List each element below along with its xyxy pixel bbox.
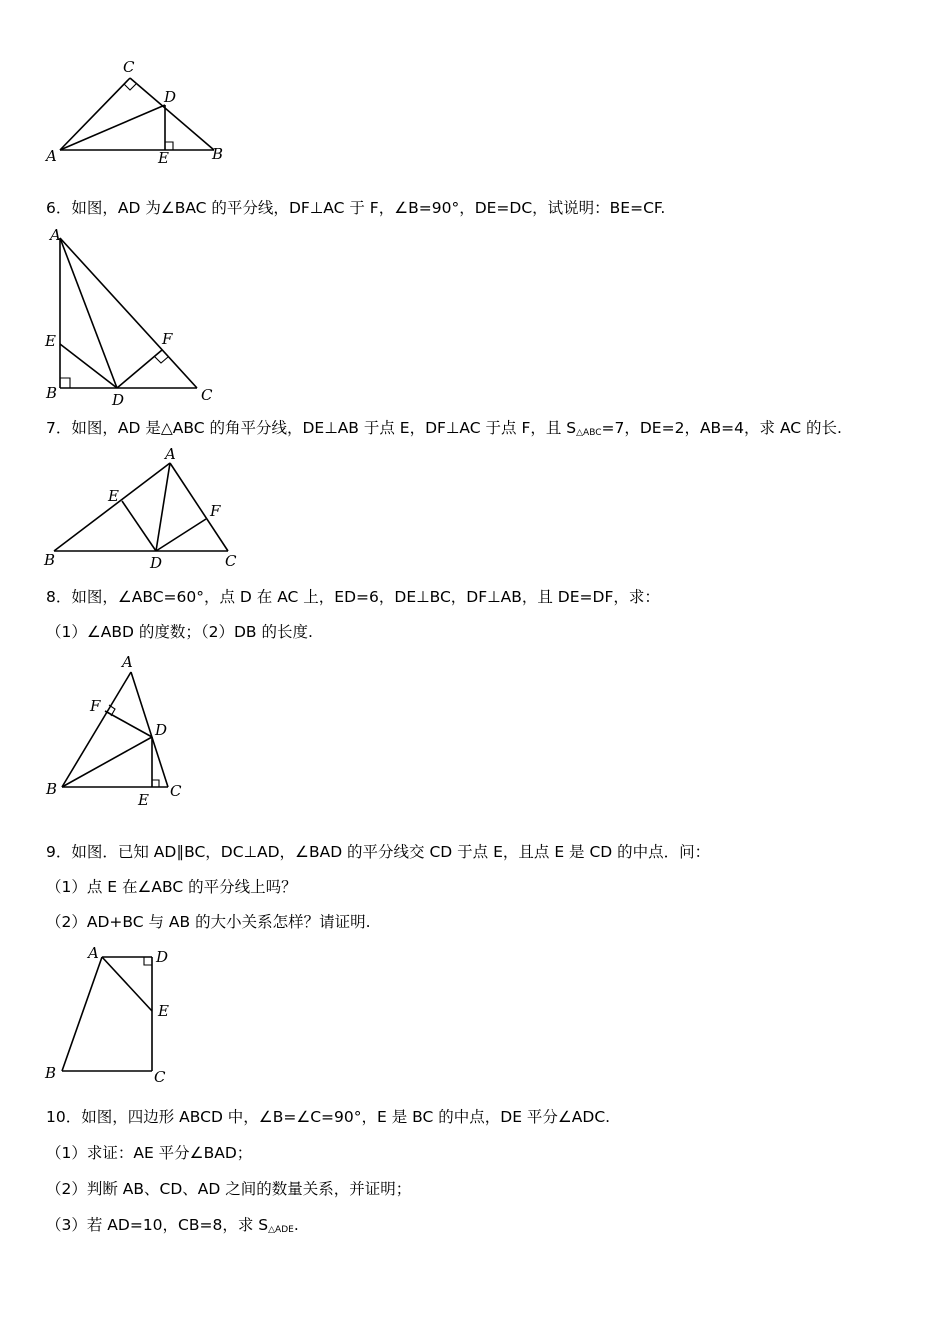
label-f: F xyxy=(162,330,173,348)
q7-text-main: 7．如图，AD 是△ABC 的角平分线，DE⊥AB 于点 E，DF⊥AC 于点 F，且 S xyxy=(46,419,577,437)
label-c: C xyxy=(201,386,213,404)
label-b: B xyxy=(46,384,58,402)
label-d: D xyxy=(164,88,177,106)
q10-subscript: △ADE xyxy=(268,1225,294,1235)
q10-sub3-main: （3）若 AD=10，CB=8，求 S xyxy=(46,1216,269,1234)
label-b: B xyxy=(212,145,224,163)
label-c: C xyxy=(170,782,182,800)
label-b: B xyxy=(45,1064,57,1082)
label-b: B xyxy=(46,780,58,798)
q10-sub3-end: . xyxy=(293,1216,299,1234)
label-a: A xyxy=(122,653,133,671)
label-d: D xyxy=(150,554,163,572)
label-e: E xyxy=(158,1002,169,1020)
label-a: A xyxy=(46,147,57,165)
label-d: D xyxy=(155,721,168,739)
label-c: C xyxy=(154,1068,166,1086)
label-d: D xyxy=(112,391,125,409)
label-a: A xyxy=(50,226,61,244)
figure-7 xyxy=(40,444,250,572)
figure-5 xyxy=(40,58,240,173)
q10-text: 10．如图，四边形 ABCD 中，∠B=∠C=90°，E 是 BC 的中点，DE 平分∠ADC. xyxy=(46,1108,611,1126)
q9-sub2: （2）AD+BC 与 AB 的大小关系怎样？请证明. xyxy=(46,913,371,931)
figure-6 xyxy=(40,226,230,409)
q7-text-end: =7，DE=2，AB=4，求 AC 的长. xyxy=(601,419,842,437)
label-f: F xyxy=(90,697,101,715)
q10-sub1: （1）求证：AE 平分∠BAD； xyxy=(46,1144,253,1162)
label-e: E xyxy=(138,791,149,809)
label-a: A xyxy=(165,445,176,463)
label-c: C xyxy=(123,58,135,76)
figure-8 xyxy=(40,650,200,810)
label-e: E xyxy=(158,149,169,167)
q6-text: 6．如图，AD 为∠BAC 的平分线，DF⊥AC 于 F，∠B=90°，DE=DC，试说明：BE=CF. xyxy=(46,199,666,217)
label-f: F xyxy=(210,502,221,520)
label-a: A xyxy=(88,944,99,962)
label-b: B xyxy=(44,551,56,569)
figure-9 xyxy=(40,940,190,1088)
label-d: D xyxy=(156,948,169,966)
label-c: C xyxy=(225,552,237,570)
q7-text xyxy=(46,418,842,443)
label-e: E xyxy=(108,487,119,505)
q8-text: 8．如图，∠ABC=60°，点 D 在 AC 上，ED=6，DE⊥BC，DF⊥AB，且 DE=DF，求： xyxy=(46,588,660,606)
q8-sub1: （1）∠ABD 的度数；（2）DB 的长度. xyxy=(46,623,313,641)
q10-sub3 xyxy=(46,1215,299,1240)
q7-subscript: △ABC xyxy=(576,428,602,438)
q10-sub2: （2）判断 AB、CD、AD 之间的数量关系，并证明； xyxy=(46,1180,412,1198)
label-e: E xyxy=(45,332,56,350)
q9-sub1: （1）点 E 在∠ABC 的平分线上吗？ xyxy=(46,878,297,896)
q9-text: 9．如图．已知 AD∥BC，DC⊥AD，∠BAD 的平分线交 CD 于点 E，且点 E 是 CD 的中点．问： xyxy=(46,843,711,861)
